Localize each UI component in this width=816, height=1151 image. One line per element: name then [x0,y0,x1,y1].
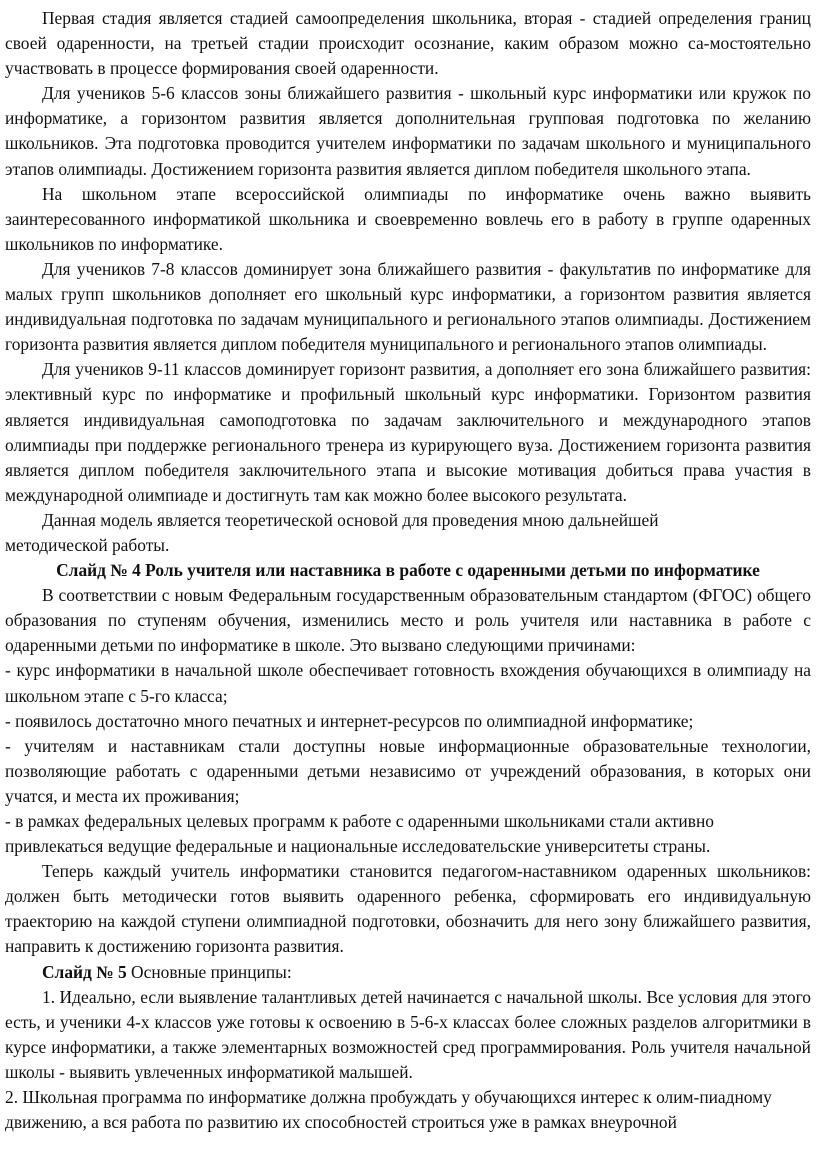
slide5-heading [5,960,811,985]
paragraph-grades-7-8: Для учеников 7-8 классов доминирует зона ближайшего развития - факультатив по информатике для малых групп школьников дополняет его школьный курс информатики, а горизонтом развития является индивидуальная подготовка по задачам муниципального и регионального этапов олимпиады. Достижением горизонта развития является диплом победителя муниципального и регионального этапов олимпиады. [5,258,811,355]
paragraph-teacher-mentor: Теперь каждый учитель информатики становится педагогом-наставником одаренных школьников: должен быть методически готов выявить одаренного ребенка, сформировать его индивидуальную траекторию на каждой ступени олимпиадной подготовки, обозначить для него зону ближайшего развития, направить к достижению горизонта развития. [5,861,811,957]
paragraph-grades-5-6: Для учеников 5-6 классов зоны ближайшего развития - школьный курс информатики или кружок по информатике, а горизонтом развития является дополнительная групповая подготовка по желанию школьников. Эта подготовка проводится учителем информатики по задачам школьного и муниципального этапов олимпиады. Достижением горизонта развития является диплом победителя школьного этапа. [5,83,811,179]
slide5-label: Слайд № 5 [42,961,127,982]
bullet-item: - учителям и наставникам стали доступны новые информационные образовательные технологии, позволяющие работать с одаренными детьми независимо от учреждений образования, в которых они учатся, и места их проживания; [5,735,811,806]
paragraph-stages: Первая стадия является стадией самоопределения школьника, вторая - стадией определения границ своей одаренности, на третьей стадии происходит осознание, каким образом можно са-мостоятельно участвовать в процессе формирования своей одаренности. [5,8,811,79]
paragraph-principle-2: 2. Школьная программа по информатике должна пробуждать у обучающихся интерес к олим-пиадному движению, а вся работа по развитию их способностей строиться уже в рамках внеурочной [5,1087,772,1133]
bullet-item [5,809,811,859]
paragraph-model-line2: методической работы. [5,534,170,555]
bullet-line2: привлекаться ведущие федеральные и национальные исследовательские университеты страны. [5,836,711,857]
paragraph-school-stage: На школьном этапе всероссийской олимпиады по информатике очень важно выявить заинтересованного информатикой школьника и своевременно вовлечь его в работу в группе одаренных школьников по информатике. [5,183,811,254]
paragraph-fgos: В соответствии с новым Федеральным государственным образовательным стандартом (ФГОС) общего образования по ступеням обучения, изменились место и роль учителя или наставника в работе с одаренными детьми по информатике в школе. Это вызвано следующими причинами: [5,585,811,656]
bullet-line1: - в рамках федеральных целевых программ к работе с одаренными школьниками стали активно [5,811,714,831]
paragraph-model-line1: Данная модель является теоретической основой для проведения мною дальнейшей [42,509,659,530]
bullet-item: - курс информатики в начальной школе обеспечивает готовность вхождения обучающихся в олимпиаду на школьном этапе с 5-го класса; [5,660,811,706]
bullet-item: - появилось достаточно много печатных и интернет-ресурсов по олимпиадной информатике; [5,710,694,731]
slide4-heading: Слайд № 4 Роль учителя или наставника в работе с одаренными детьми по информатике [56,560,760,581]
paragraph-principle-1: 1. Идеально, если выявление талантливых детей начинается с начальной школы. Все условия для этого есть, и ученики 4-х классов уже готовы к освоению в 5-6-х классах более сложных разделов алгоритмики в курсе информатики, а также элементарных возможностей сред программирования. Роль учителя начальной школы - выявить увлеченных информатикой малышей. [5,986,811,1082]
slide5-text: Основные принципы: [126,961,292,982]
paragraph-model [5,508,811,558]
paragraph-grades-9-11: Для учеников 9-11 классов доминирует горизонт развития, а дополняет его зона ближайшего развития: элективный курс по информатике и профильный школьный курс информатики. Горизонтом развития является индивидуальная самоподготовка по задачам заключительного и международного этапов олимпиады при поддержке регионального тренера из курирующего вуза. Достижением горизонта развития является диплом победителя заключительного этапа и высокие мотивация добиться права участия в международной олимпиаде и достигнуть там как можно более высокого результата. [5,359,811,505]
